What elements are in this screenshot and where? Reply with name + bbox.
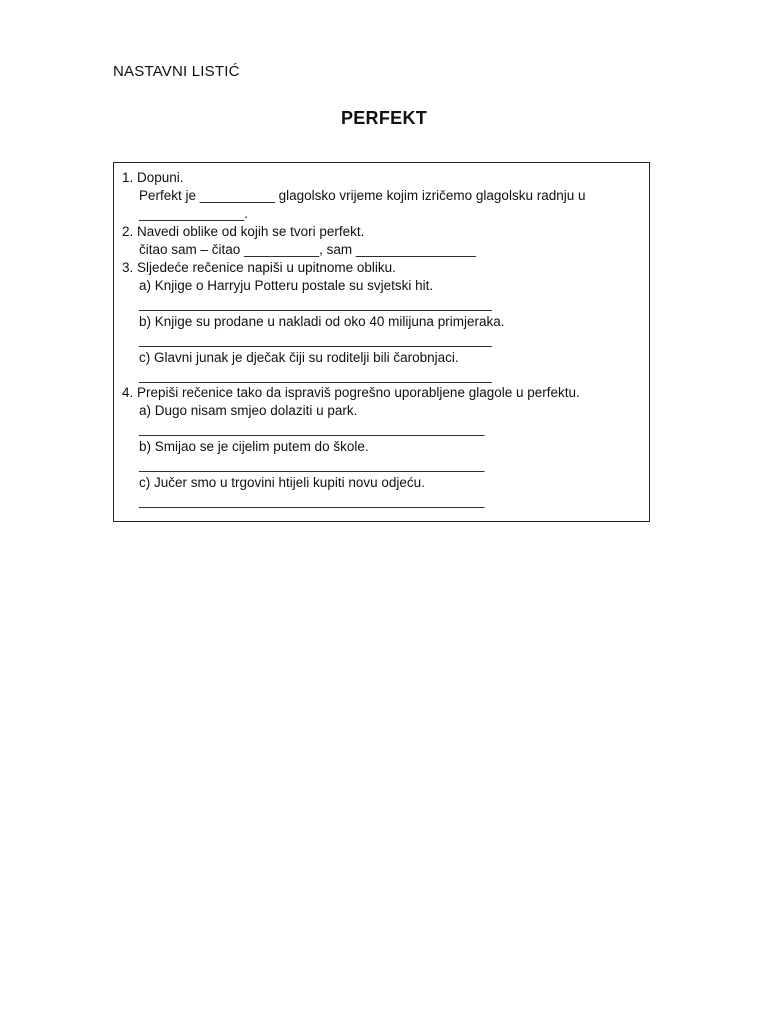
q4-heading: 4. Prepiši rečenice tako da ispraviš pogrešno uporabljene glagole u perfektu. (122, 385, 580, 400)
q1-line-1: Perfekt je __________ glagolsko vrijeme kojim izričemo glagolsku radnju u (139, 188, 586, 203)
q3-heading: 3. Sljedeće rečenice napiši u upitnome obliku. (122, 260, 396, 275)
q3-answer-line-c: _______________________________________________ (139, 368, 492, 383)
q4-answer-line-c: ______________________________________________ (139, 493, 485, 508)
worksheet-header: NASTAVNI LISTIĆ (113, 63, 240, 80)
q3-sentence-c: c) Glavni junak je dječak čiji su roditelji bili čarobnjaci. (139, 350, 459, 365)
q1-line-2: ______________. (139, 206, 248, 221)
q4-sentence-a: a) Dugo nisam smjeo dolaziti u park. (139, 403, 358, 418)
q3-answer-line-a: _______________________________________________ (139, 296, 492, 311)
q4-sentence-b: b) Smijao se je cijelim putem do škole. (139, 439, 369, 454)
q3-sentence-b: b) Knjige su prodane u nakladi od oko 40 milijuna primjeraka. (139, 314, 505, 329)
q2-heading: 2. Navedi oblike od kojih se tvori perfekt. (122, 224, 365, 239)
q4-answer-line-a: ______________________________________________ (139, 421, 485, 436)
page-title: PERFEKT (340, 108, 428, 128)
exercise-box (113, 162, 650, 522)
q4-sentence-c: c) Jučer smo u trgovini htijeli kupiti novu odjeću. (139, 475, 425, 490)
q1-heading: 1. Dopuni. (122, 170, 184, 185)
q2-line-1: čitao sam – čitao __________, sam ________________ (139, 242, 477, 257)
q3-sentence-a: a) Knjige o Harryju Potteru postale su svjetski hit. (139, 278, 434, 293)
q3-answer-line-b: _______________________________________________ (139, 332, 492, 347)
q4-answer-line-b: ______________________________________________ (139, 457, 485, 472)
